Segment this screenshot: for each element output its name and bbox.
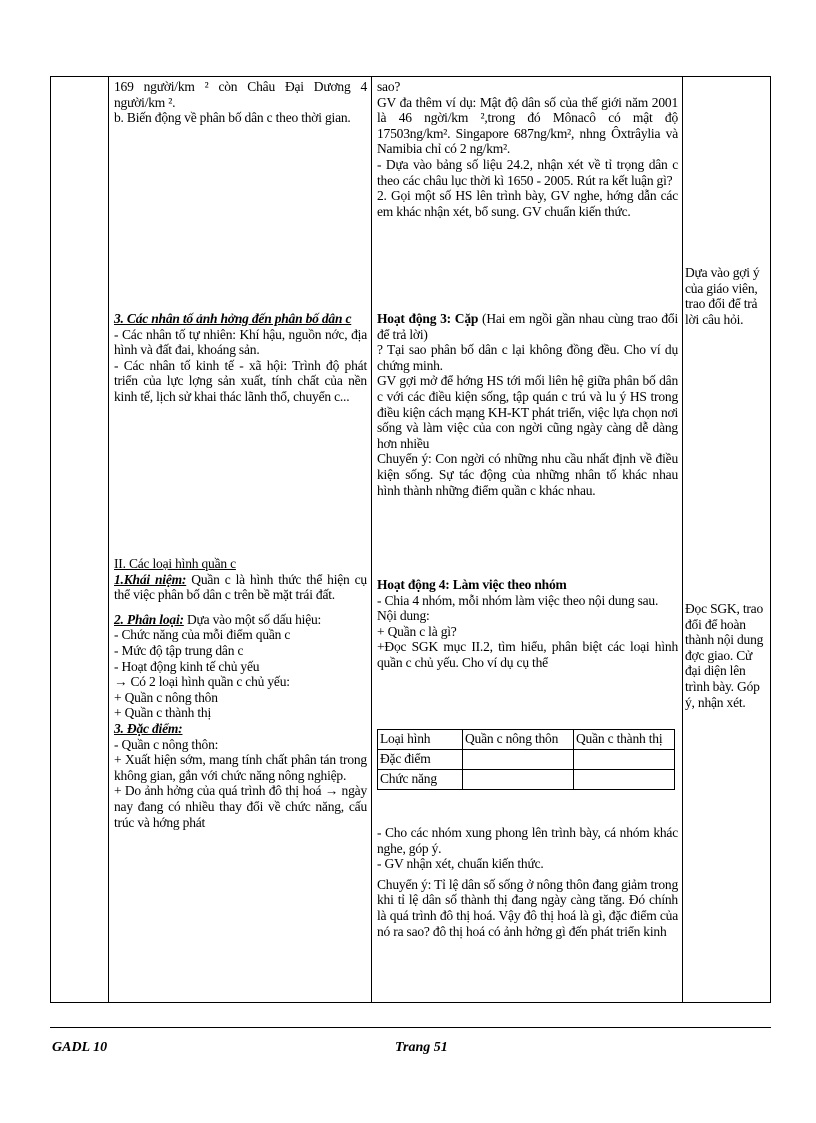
table-header-cell: Quần c thành thị [574,730,675,750]
content-line: - Chức năng của mỗi điểm quần c [114,627,291,643]
content-line: + Quần c nông thôn [114,689,218,705]
table-header-row [378,730,675,750]
content-line: - Quần c nông thôn: [114,736,219,752]
student-task-b: Đọc SGK, trao đổi để hoàn thành nội dung đợc giao. Cử đại diện lên trình bày. Góp ý, nhận xét. [685,601,764,710]
table-header-cell: Quần c nông thôn [463,730,574,750]
settlement-comparison-table [377,729,675,790]
activity-line: GV gợi mở để hớng HS tới mối liên hệ giữa phân bố dân c với các điều kiện sống, tập quán c trú và lu ý HS trong điều kiện cách mạng KH-KT phát triển, việc lựa chọn nơi sống và làm việc của con ngời cũng ngày càng dễ dàng hơn nhiều [377,373,678,451]
label-features: 3. Đặc điểm: [114,720,183,736]
page-number: Trang 51 [395,1040,448,1055]
activities-bottom [377,825,678,939]
section-heading: 3. Các nhân tố ảnh hởng đến phân bố dân c [114,311,352,326]
table-cell [574,770,675,790]
table-cell [574,750,675,770]
content-line: 169 người/km ² còn Châu Đại Dương 4 người/km ². [114,79,367,110]
activity-line: - GV nhận xét, chuẩn kiến thức. [377,856,544,872]
content-top [114,79,367,126]
label-classification: 2. Phân loại: [114,611,184,627]
footer-left: GADL 10 [52,1040,108,1055]
table-cell [463,750,574,770]
content-line [114,572,367,603]
activity-line: + Quần c là gì? [377,623,457,639]
classification-text: Dựa vào một số dấu hiệu: [183,611,322,627]
column-empty [51,77,109,1002]
column-content [109,77,372,1002]
column-students [683,77,772,1002]
table-row [378,750,675,770]
activity-heading [377,311,678,342]
concept-text: Quần c là hình thức thể hiện cụ thể việc phân bố dân c trên bề mặt trái đất. [114,571,367,603]
activities-top [377,79,678,219]
content-line: → Có 2 loại hình quần c chủ yếu: [114,674,290,690]
activity-line: - Cho các nhóm xung phong lên trình bày, cá nhóm khác nghe, góp ý. [377,825,678,856]
label-concept: 1.Khái niệm: [114,571,187,587]
activity-line: Chuyển ý: Tỉ lệ dân số sống ở nông thôn đang giảm trong khi tỉ lệ dân số thành thị đang ngày càng tăng. Đó chính là quá trình đô thị hoá. Vậy đô thị hoá là gì, đặc điểm của nó ra sao? đô thị hoá có ảnh hởng gì đến phát triển kinh [377,876,678,939]
content-line: + Quần c thành thị [114,705,211,721]
section-heading: II. Các loại hình quần c [114,556,236,571]
column-activities [372,77,683,1002]
activity-4 [377,577,678,671]
table-row-label: Đặc điểm [378,750,463,770]
activity-heading: Hoạt động 4: Làm việc theo nhóm [377,577,567,592]
content-line: - Mức độ tập trung dân c [114,642,244,658]
student-task-a: Dựa vào gợi ý của giáo viên, trao đổi để trả lời câu hỏi. [685,265,760,327]
activity-line: +Đọc SGK mục II.2, tìm hiểu, phân biệt các loại hình quần c chủ yếu. Cho ví dụ cụ thể [377,639,678,670]
content-line: + Do ảnh hởng của quá trình đô thị hoá → ngày nay đang có nhiều thay đổi về chức năng, cấu trúc và hớng phát [114,783,367,830]
activity-line: sao? [377,79,401,94]
activity-3-desc: (Hai em ngồi gần nhau cùng trao đổi để trả lời) [377,311,678,342]
table-row [378,770,675,790]
content-line: b. Biến động về phân bố dân c theo thời gian. [114,110,351,126]
section-factors [114,311,367,405]
content-line: - Các nhân tố tự nhiên: Khí hậu, nguồn nớc, địa hình và đất đai, khoáng sản. [114,326,367,358]
content-line: + Xuất hiện sớm, mang tính chất phân tán trong không gian, gắn với chức năng nông nghiệp. [114,752,367,783]
activity-line: - Dựa vào bảng số liệu 24.2, nhận xét về tỉ trọng dân c theo các châu lục thời kì 1650 - 2005. Rút ra kết luận gì? [377,156,678,188]
lesson-table [50,76,771,1003]
table-cell [463,770,574,790]
activity-line: ? Tại sao phân bố dân c lại không đồng đều. Cho ví dụ chứng minh. [377,342,678,373]
table-header-cell: Loại hình [378,730,463,750]
activity-line: Chuyển ý: Con ngời có những nhu cầu nhất định về điều kiện sống. Sự tác động của những nhân tố khác nhau hình thành những điểm quần c khác nhau. [377,451,678,498]
content-line: - Các nhân tố kinh tế - xã hội: Trình độ phát triển của lực lợng sản xuất, tính chất của nền kinh tế, lịch sử khai thác lãnh thổ, chuyển c... [114,357,367,404]
activity-line: - Chia 4 nhóm, mỗi nhóm làm việc theo nội dung sau. [377,592,659,608]
activity-3 [377,311,678,498]
activity-line: 2. Gọi một số HS lên trình bày, GV nghe, hớng dẫn các em khác nhận xét, bổ sung. GV chuẩn kiến thức. [377,188,678,219]
table-row-label: Chức năng [378,770,463,790]
section-settlement-types [114,556,367,830]
content-line [114,612,367,628]
activity-3-title: Hoạt động 3: Cặp [377,311,479,326]
activity-line: Nội dung: [377,608,430,624]
content-line: - Hoạt động kinh tế chủ yếu [114,658,260,674]
footer-rule [50,1027,771,1028]
activity-line: GV đa thêm ví dụ: Mật độ dân số của thế giới năm 2001 là 46 ngời/km ²,trong đó Mônacô có mật độ 17503ng/km². Singapore 687ng/km², nhng Ôxtrâylia và Namibia chỉ có 2 ng/km². [377,94,678,157]
